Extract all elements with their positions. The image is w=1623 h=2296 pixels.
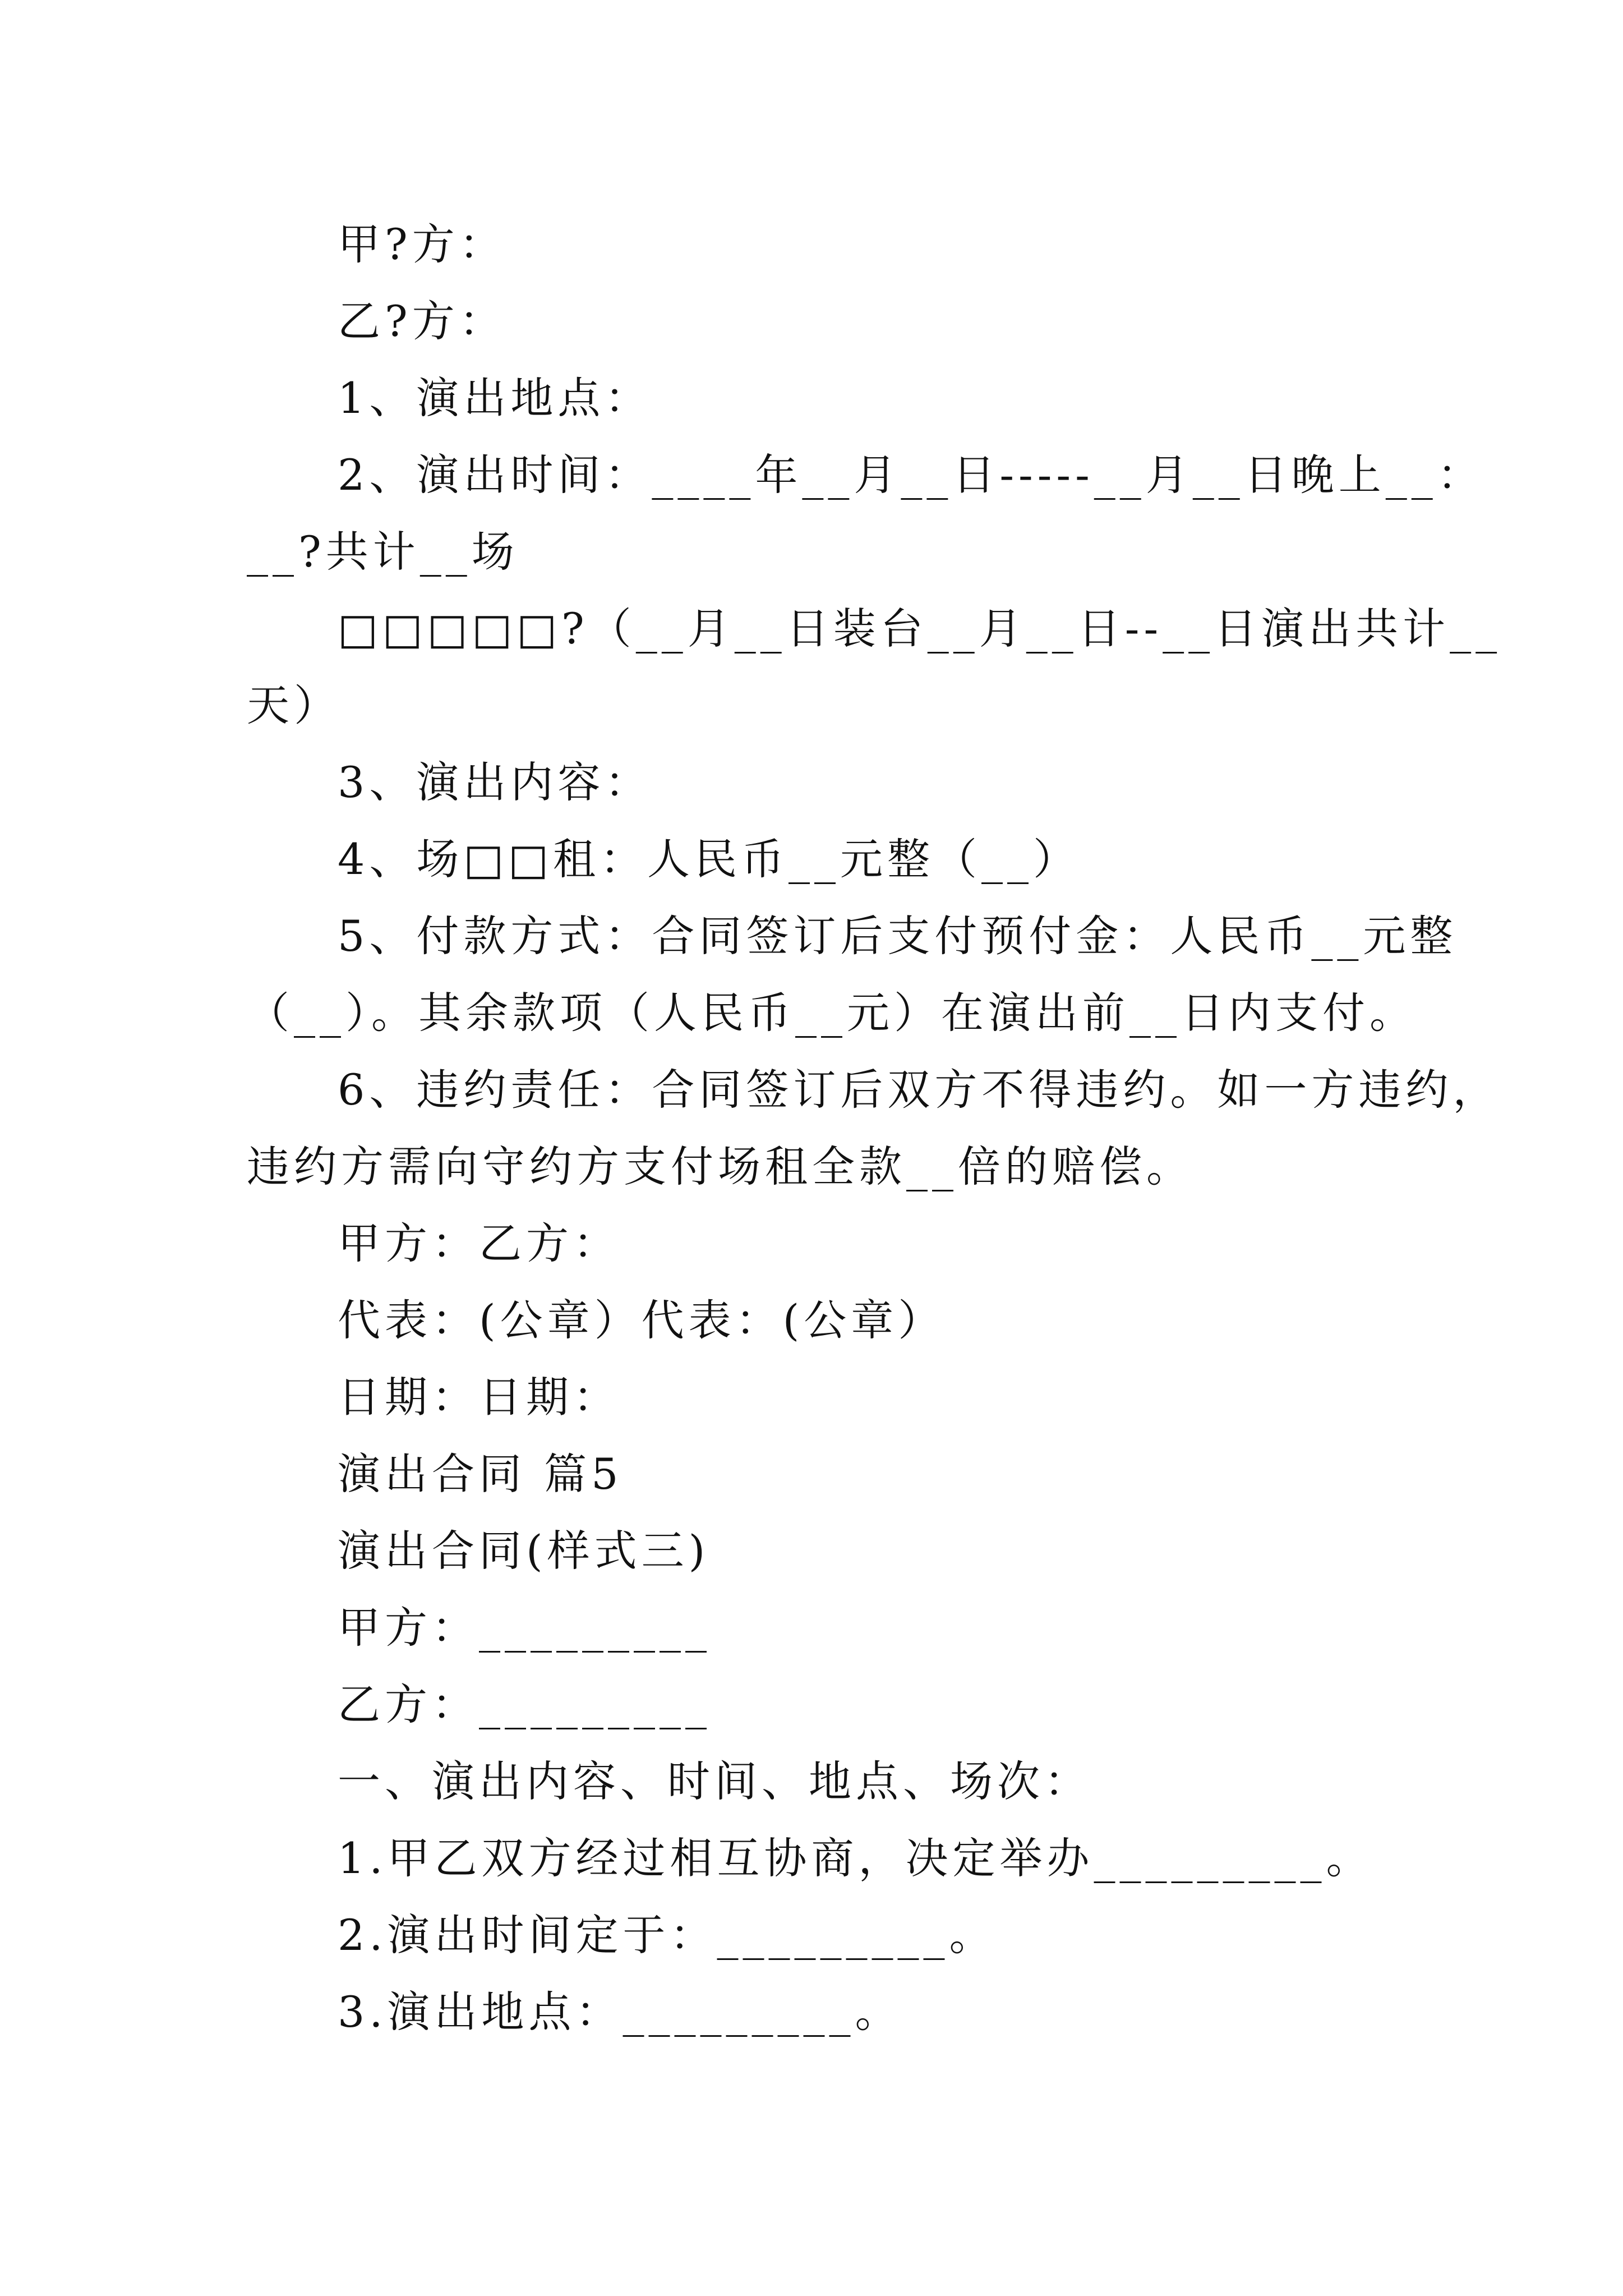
clause-2-time-cont: __?共计__场 — [247, 527, 519, 577]
article-1-item-2: 2.演出时间定于：_________。 — [338, 1910, 997, 1960]
signature-representatives: 代表：(公章）代表：(公章） — [338, 1295, 946, 1345]
clause-1-venue: 1、演出地点： — [338, 373, 652, 423]
schedule-line-cont: 天） — [247, 680, 341, 730]
clause-5-payment-cont: （__）。其余款项（人民币__元）在演出前__日内支付。 — [247, 988, 1417, 1038]
clause-2-time: 2、演出时间：____年__月__日-----__月__日晚上__： — [338, 450, 1484, 500]
party-b-field: 乙方：_________ — [338, 1680, 711, 1729]
article-1-item-3: 3.演出地点：_________。 — [338, 1987, 902, 2037]
signature-parties: 甲方：乙方： — [338, 1218, 620, 1268]
clause-6-liability-cont: 违约方需向守约方支付场租全款__倍的赔偿。 — [247, 1142, 1193, 1191]
article-1-heading: 一、演出内容、时间、地点、场次： — [338, 1756, 1091, 1806]
contract-title: 演出合同(样式三) — [338, 1526, 710, 1576]
section-heading: 演出合同 篇5 — [338, 1449, 623, 1499]
party-a-field: 甲方：_________ — [338, 1603, 711, 1653]
clause-4-rent: 4、场□□租：人民币__元整（__） — [338, 834, 1080, 884]
article-1-item-1: 1.甲乙双方经过相互协商，决定举办_________。 — [338, 1833, 1373, 1883]
clause-3-content: 3、演出内容： — [338, 757, 652, 807]
party-a-line: 甲?方： — [338, 219, 506, 269]
party-b-line: 乙?方： — [338, 296, 506, 346]
schedule-line: □□□□□?（__月__日装台__月__日--__日演出共计__ — [338, 604, 1502, 654]
signature-dates: 日期：日期： — [338, 1372, 620, 1422]
clause-6-liability: 6、违约责任：合同签订后双方不得违约。如一方违约， — [338, 1065, 1500, 1115]
clause-5-payment: 5、付款方式：合同签订后支付预付金：人民币__元整 — [338, 911, 1458, 961]
